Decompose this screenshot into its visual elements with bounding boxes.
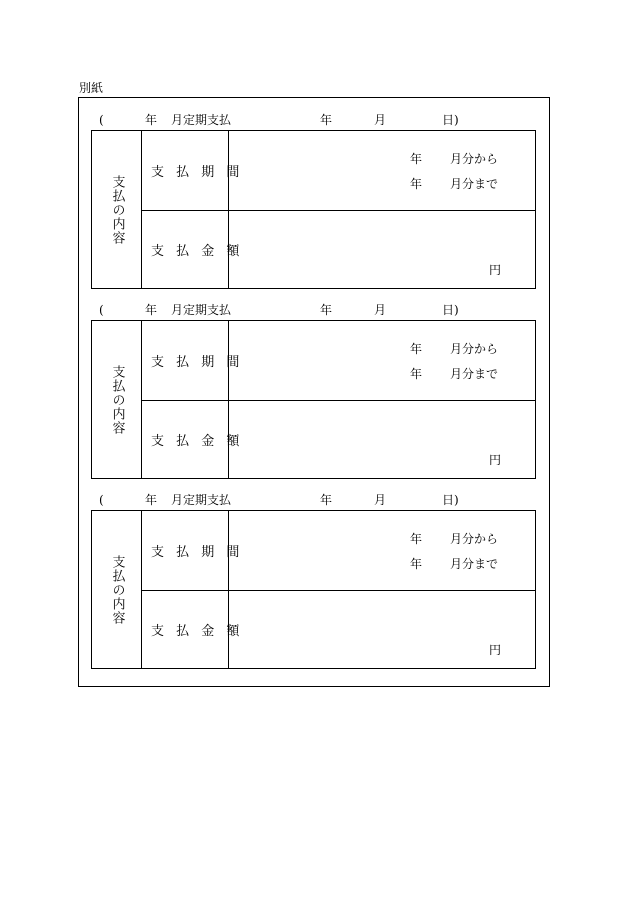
period-to-year: 年 — [410, 177, 423, 191]
heading-date-month: 月 — [374, 303, 387, 317]
heading-title: 月定期支払 — [171, 113, 232, 127]
heading-date-day: 日) — [442, 303, 459, 317]
amount-value-cell[interactable] — [229, 400, 535, 478]
heading-date-year: 年 — [320, 303, 333, 317]
period-to-month: 月分まで — [450, 557, 499, 571]
period-from-year: 年 — [410, 342, 423, 356]
payment-block-2 — [91, 301, 536, 467]
period-label: 支 払 期 間 — [142, 321, 229, 400]
amount-row — [142, 210, 535, 288]
amount-unit: 円 — [488, 643, 501, 657]
period-from-month: 月分から — [450, 532, 499, 546]
amount-label: 支 払 金 額 — [142, 400, 229, 478]
block-heading — [91, 111, 536, 129]
heading-year: 年 — [145, 303, 158, 317]
heading-date-day: 日) — [442, 493, 459, 507]
amount-row — [142, 590, 535, 668]
period-from-year: 年 — [410, 532, 423, 546]
period-value-cell[interactable] — [229, 321, 535, 400]
payment-table — [91, 510, 536, 669]
period-row — [142, 511, 535, 591]
heading-title: 月定期支払 — [171, 493, 232, 507]
amount-unit: 円 — [488, 263, 501, 277]
heading-open-paren: ( — [99, 113, 104, 127]
heading-date-month: 月 — [374, 113, 387, 127]
heading-date-year: 年 — [320, 493, 333, 507]
block-heading — [91, 491, 536, 509]
amount-row — [142, 400, 535, 478]
heading-date-month: 月 — [374, 493, 387, 507]
amount-unit: 円 — [488, 453, 501, 467]
period-to-month: 月分まで — [450, 367, 499, 381]
page-label: 別紙 — [79, 81, 104, 95]
payment-block-3 — [91, 491, 536, 657]
period-from-month: 月分から — [450, 152, 499, 166]
side-label-cell — [92, 511, 142, 668]
period-from-month: 月分から — [450, 342, 499, 356]
heading-open-paren: ( — [99, 303, 104, 317]
payment-table — [91, 320, 536, 479]
side-label: 支払の内容 — [109, 364, 125, 435]
amount-label: 支 払 金 額 — [142, 210, 229, 288]
side-label: 支払の内容 — [109, 554, 125, 625]
block-heading — [91, 301, 536, 319]
period-label: 支 払 期 間 — [142, 511, 229, 590]
period-to-year: 年 — [410, 367, 423, 381]
heading-year: 年 — [145, 113, 158, 127]
side-label-cell — [92, 321, 142, 478]
heading-date-day: 日) — [442, 113, 459, 127]
side-label: 支払の内容 — [109, 174, 125, 245]
period-row — [142, 321, 535, 401]
period-value-cell[interactable] — [229, 511, 535, 590]
period-label: 支 払 期 間 — [142, 131, 229, 210]
amount-value-cell[interactable] — [229, 210, 535, 288]
amount-value-cell[interactable] — [229, 590, 535, 668]
side-label-cell — [92, 131, 142, 288]
heading-open-paren: ( — [99, 493, 104, 507]
period-from-year: 年 — [410, 152, 423, 166]
period-row — [142, 131, 535, 211]
period-to-month: 月分まで — [450, 177, 499, 191]
payment-table — [91, 130, 536, 289]
heading-title: 月定期支払 — [171, 303, 232, 317]
heading-date-year: 年 — [320, 113, 333, 127]
period-to-year: 年 — [410, 557, 423, 571]
heading-year: 年 — [145, 493, 158, 507]
amount-label: 支 払 金 額 — [142, 590, 229, 668]
period-value-cell[interactable] — [229, 131, 535, 210]
payment-block-1 — [91, 111, 536, 277]
